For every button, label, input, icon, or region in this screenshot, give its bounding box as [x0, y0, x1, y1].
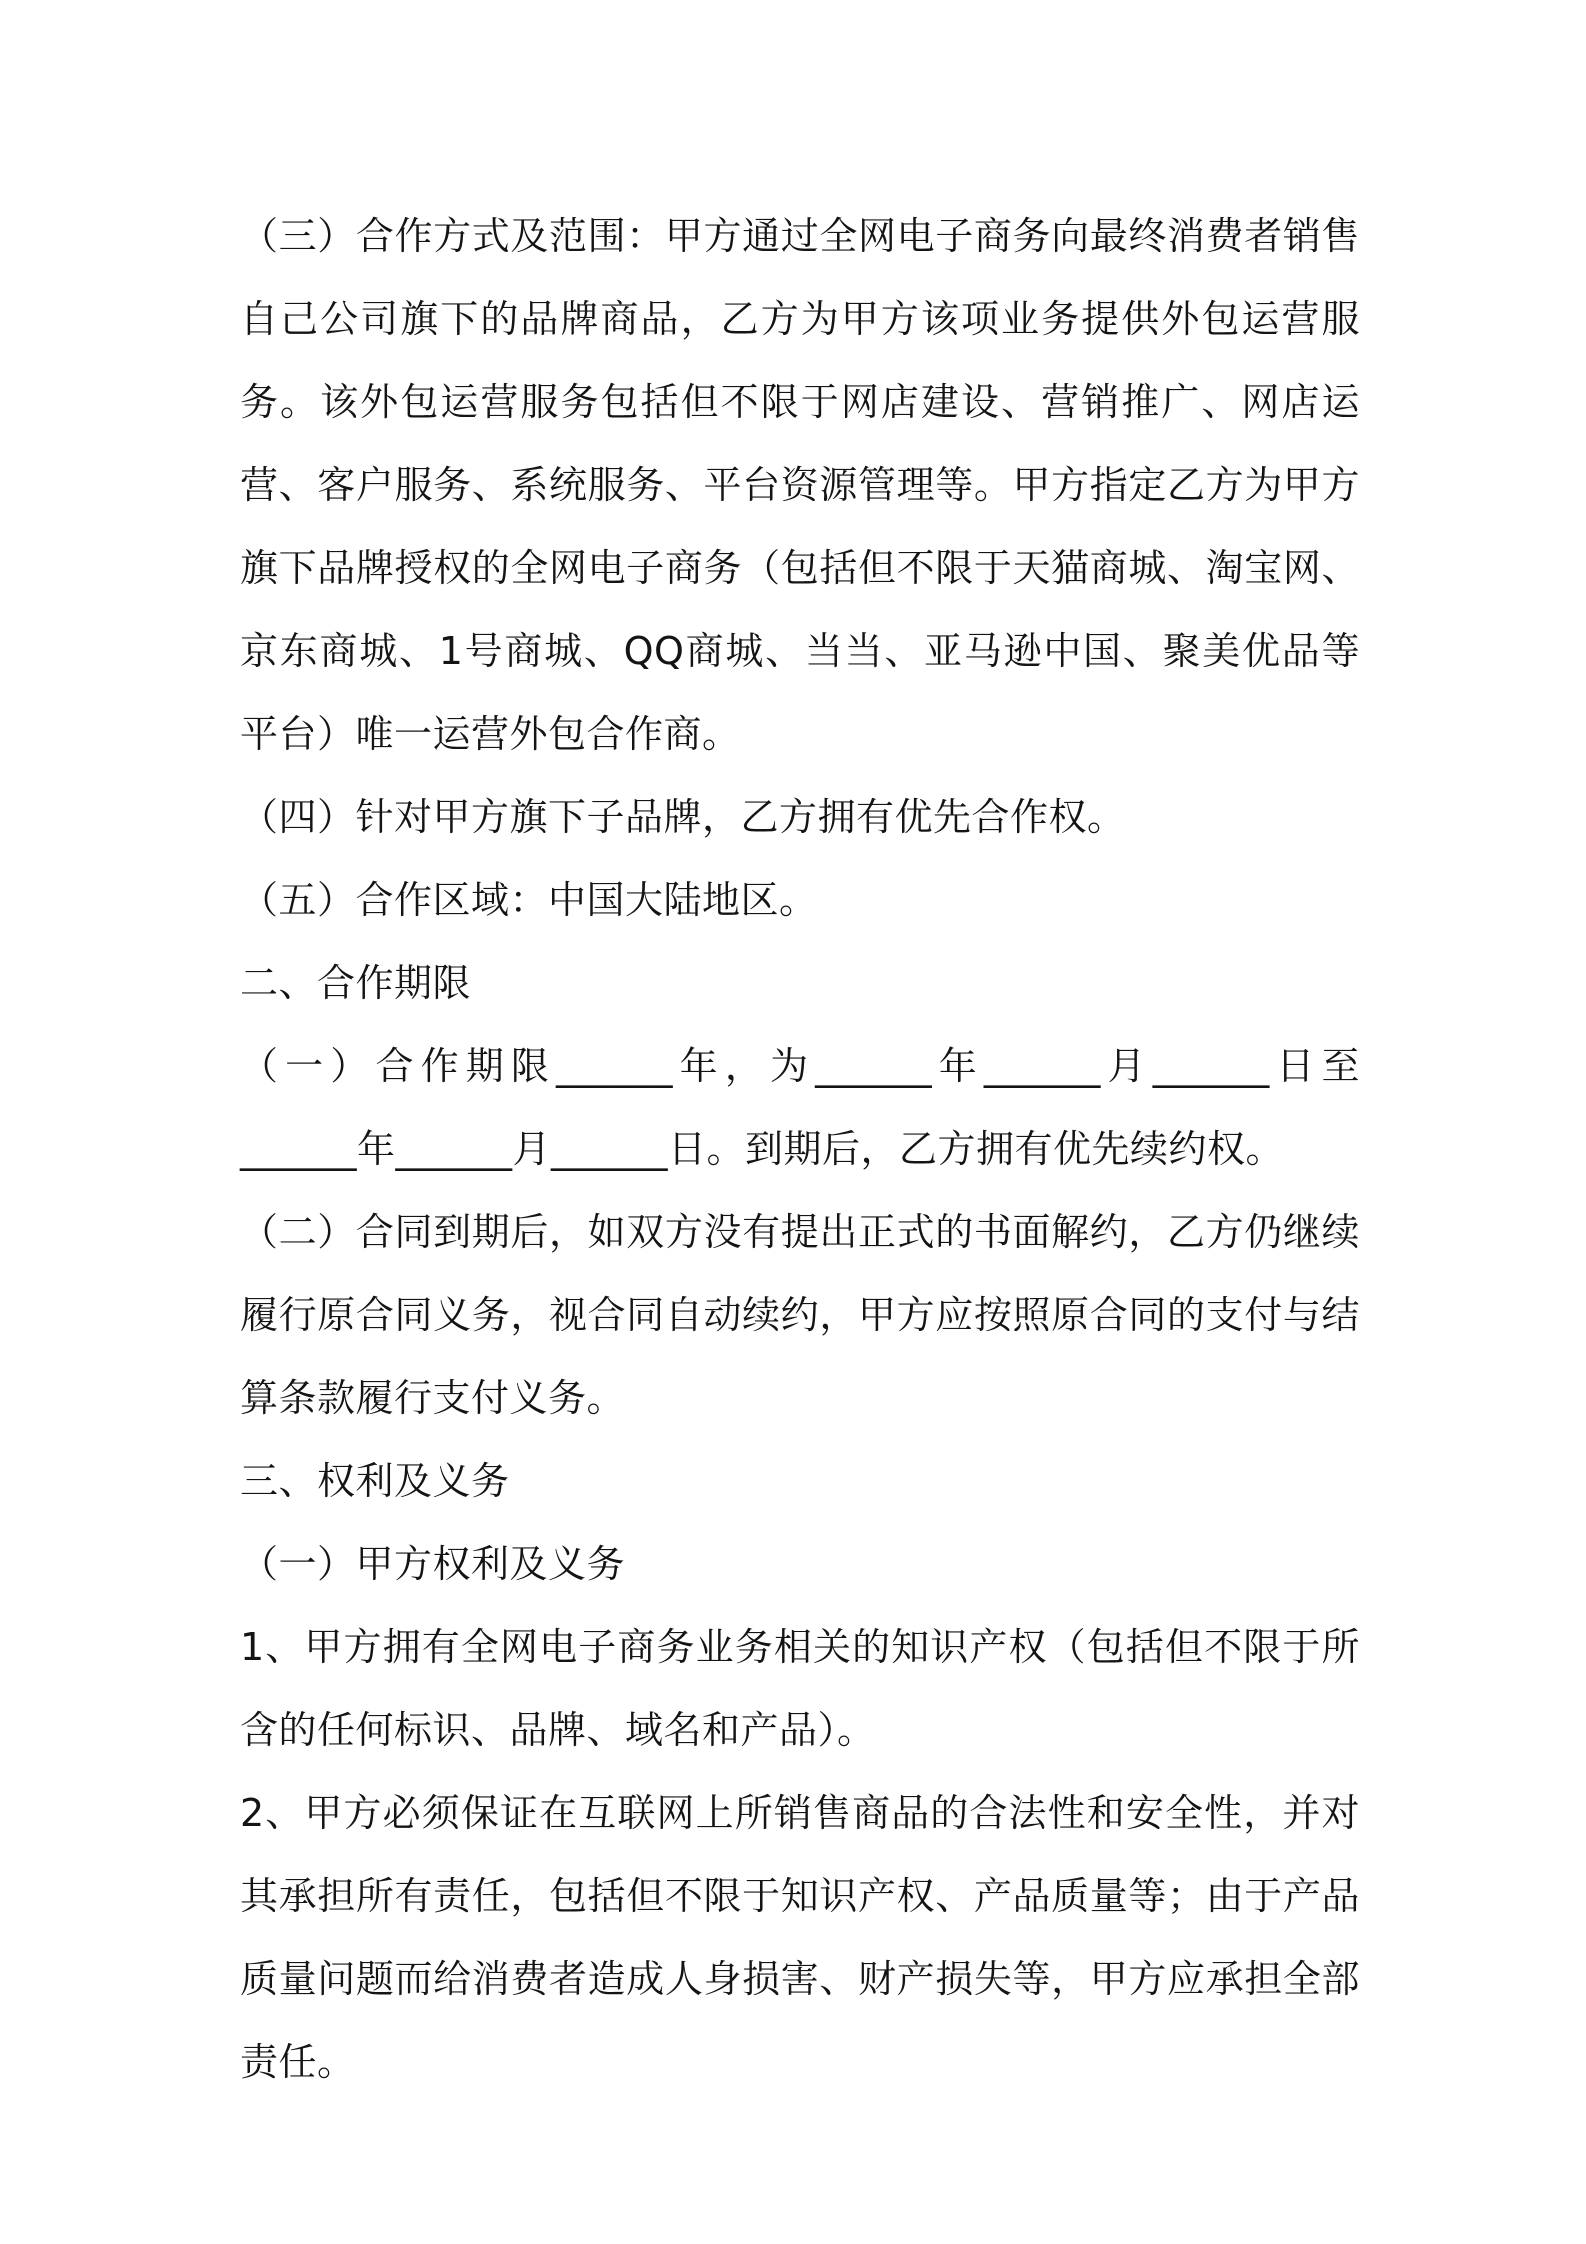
paragraph-term-period: （一）合作期限______年，为______年______月______日至______年______月______日。到期后，乙方拥有优先续约权。 — [240, 1044, 1360, 1171]
section-heading-rights: 三、权利及义务 — [240, 1459, 510, 1503]
document-page — [240, 195, 1360, 2104]
section-heading-term: 二、合作期限 — [240, 961, 472, 1005]
paragraph-cooperation-scope: （三）合作方式及范围：甲方通过全网电子商务向最终消费者销售自己公司旗下的品牌商品，乙方为甲方该项业务提供外包运营服务。该外包运营服务包括但不限于网店建设、营销推广、网店运营、客户服务、系统服务、平台资源管理等。甲方指定乙方为甲方旗下品牌授权的全网电子商务（包括但不限于天猫商城、淘宝网、京东商城、1号商城、QQ商城、当当、亚马逊中国、聚美优品等平台）唯一运营外包合作商。 — [240, 214, 1360, 756]
paragraph-sub-brand-priority: （四）针对甲方旗下子品牌，乙方拥有优先合作权。 — [240, 795, 1126, 839]
paragraph-auto-renewal: （二）合同到期后，如双方没有提出正式的书面解约，乙方仍继续履行原合同义务，视合同自动续约，甲方应按照原合同的支付与结算条款履行支付义务。 — [240, 1210, 1360, 1420]
paragraph-cooperation-region: （五）合作区域：中国大陆地区。 — [240, 878, 818, 922]
paragraph-party-a-liability: 2、甲方必须保证在互联网上所销售商品的合法性和安全性，并对其承担所有责任，包括但不限于知识产权、产品质量等；由于产品质量问题而给消费者造成人身损害、财产损失等，甲方应承担全部责任。 — [240, 1791, 1360, 2084]
subsection-heading-party-a: （一）甲方权利及义务 — [240, 1542, 626, 1586]
paragraph-party-a-ip: 1、甲方拥有全网电子商务业务相关的知识产权（包括但不限于所含的任何标识、品牌、域名和产品）。 — [240, 1625, 1360, 1752]
